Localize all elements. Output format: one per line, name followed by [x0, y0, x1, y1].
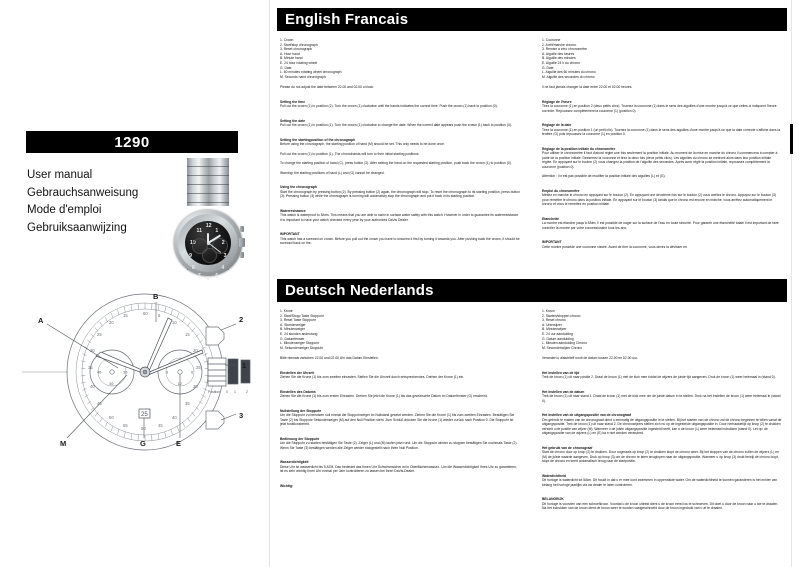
key-list-item: L. 60 minutes rotating wheel chronograph	[280, 70, 342, 75]
column-deutsch	[280, 309, 520, 521]
svg-text:0: 0	[226, 390, 228, 394]
key-list-item: B. Minute hand	[280, 56, 303, 61]
panel-header-label: Deutsch Nederlands	[285, 282, 434, 299]
svg-text:15: 15	[123, 313, 128, 318]
svg-text:25: 25	[97, 332, 102, 337]
key-list-item: E. 24 uur aanduiding	[542, 331, 573, 336]
watch-bezel	[178, 214, 238, 282]
svg-text:30: 30	[109, 381, 114, 386]
block-heading: Het instellen van de uitgangspositie van de chronograaf	[542, 413, 631, 418]
block-heading: Bedienung der Stoppuhr	[280, 436, 320, 441]
block-heading: Waterdichtheid	[542, 473, 567, 478]
block-heading: Using the chronograph	[280, 185, 317, 190]
key-list-item: B. Minutenzeiger	[280, 327, 306, 332]
svg-text:5: 5	[158, 313, 161, 318]
svg-text:2: 2	[246, 390, 248, 394]
key-list-item: M. Seconds hand chronograph	[280, 74, 326, 79]
key-list-item: L. Minuten aanduiding Chrono	[542, 341, 587, 346]
block-spacer	[280, 251, 520, 256]
block-paragraph: To change the starting position of hand (C), press button (2). After setting the hand on the requested starting position, push back the crown (1) to position (0).	[280, 161, 512, 166]
column-francais	[542, 38, 782, 259]
block-paragraph: Om gebruik te maken van de chronograaf dient u eenmalig de uitgangspositie in te stellen. Bij het starten van de chrono zal de chrono beginnen te tellen vanaf de uitgangspositie. Trek de kroon (1) uit naar stand 2. De chronowijzers stellen zich nu op de ingestelde uitgangspositie in. Door herhaaldelijk op knop (2) te drukken verstelt u de positie van wijzer (M). Wanneer u de juiste uitgangspositie ingesteld heeft, kan u de kroon (1) weer helemaal indrukken (stand 0). Let op: de uitgangspositie van de wijzers (L) en (E) ka n niet worden veranderd.	[542, 417, 782, 436]
watch-dial: 12 1 2 3 4 5 6 7 8 9 10 11	[185, 221, 231, 265]
block-heading: Einstellen der Uhrzeit	[280, 370, 315, 375]
block-heading: Wasserdichtigkeit	[280, 460, 309, 465]
panel-deutsch-nederlands	[272, 279, 792, 521]
block-heading: Het instellen van de datum	[542, 389, 585, 394]
svg-text:25: 25	[141, 412, 148, 418]
block-heading: Einstellen des Datums	[280, 389, 316, 394]
watch-photo	[156, 158, 260, 282]
svg-text:6: 6	[191, 369, 194, 375]
key-list-item: 1. Kroon	[542, 309, 555, 313]
svg-text:30: 30	[90, 348, 95, 353]
key-list-item: B. Minutenwijzer	[542, 327, 567, 332]
svg-text:50: 50	[109, 415, 114, 420]
cover-language-list	[27, 167, 177, 237]
key-list-item: 2. Start/Stopp Taste Stoppuhr	[280, 313, 324, 318]
block-paragraph: Start de chrono door op knop (2) te drukken. Door nogmaals op knop (2) te drukken stopt de chrono weer. Bij het stoppen van de chrono zullen de wijzers (L) en (M) de juiste waarde aangeven. Druk op knop (3) om de chrono te laten teruglopen naar de uitgangspositie. Wanneer u op knop (3) drukt terwijl de chrono loopt, stopt de chrono en keert automatisch terug naar de startpositie.	[542, 450, 779, 464]
key-list-item: A. Hour hand	[280, 51, 300, 56]
block-heading: Réglage de l'heure	[542, 99, 572, 104]
block-paragraph: Please do not adjust the date between 22.00 and 02.00 o'clock.	[280, 85, 374, 90]
block-heading: IMPORTANT	[280, 232, 300, 237]
panel-header-label: English Francais	[285, 11, 409, 28]
cover-language-en: User manual	[27, 169, 93, 181]
key-list-item: G. Date	[542, 65, 554, 70]
svg-text:A: A	[38, 316, 44, 325]
key-list-item: 3. Reset Taste Stoppuhr	[280, 318, 316, 323]
key-list-item: A. Urenwijzer	[542, 322, 562, 327]
key-list-item: A. Aiguille des heures	[542, 51, 575, 56]
block-heading: Het instellen van de tijd	[542, 370, 580, 375]
key-list-item: 3. Remise a zéro chronomètre	[542, 47, 587, 52]
key-list-item: 3. Reset chrono	[542, 318, 566, 323]
svg-text:3: 3	[239, 411, 244, 420]
svg-text:45: 45	[158, 423, 163, 428]
key-list-item: E. Aiguille 24 h du chrono	[542, 60, 580, 65]
block-paragraph: Il ne faut jamais changer la date entre 22.00 et 02.00 heures.	[542, 85, 633, 90]
block-paragraph: Mettez en marche le chrono en appuyant sur le bouton (2). En appuyant une deuxième fois sur le bouton (2) vous arrêtez le chrono. Appuyez sur le bouton (3) pour remettre le chrono dans la position initiale. En appuyant sur le bouton (3) tandis que le chrono est encore en marche, vous arrêtez automatiquement le chrono et vous le remettez en position initiale.	[542, 193, 777, 207]
key-list-item: G. Datumfenster	[280, 336, 305, 341]
key-list-item: 1. Crown	[280, 38, 294, 42]
block-heading: Het gebruik van de chronograaf	[542, 445, 593, 450]
svg-text:60: 60	[143, 311, 148, 316]
block-paragraph: Ziehen Sie die Krone (1) bis zum ersten Einrasten. Drehen Sie jetzt die Krone (1) bis das gewünschte Datum im Datumfenster (G) erscheint.	[280, 394, 488, 399]
key-list-item: 3. Reset chronograph	[280, 47, 313, 52]
model-title-banner	[26, 131, 238, 153]
block-heading: Waterresistance	[280, 208, 306, 213]
key-list-item: 1. Krone	[280, 309, 293, 313]
panel-english-francais	[272, 8, 792, 259]
block-heading: BELANGRIJK	[542, 497, 564, 502]
block-spacer	[542, 516, 782, 521]
block-paragraph: Warning: the starting positions of hand (L) and (G) cannot be changed.	[280, 170, 385, 175]
svg-text:35: 35	[185, 401, 190, 406]
text-blocks-deutsch	[280, 356, 520, 493]
crown-photo	[239, 238, 245, 247]
text-blocks-francais	[542, 85, 782, 259]
key-list-item: M. Secondenwijzer Chrono	[542, 345, 583, 350]
block-paragraph: This watch is waterproof to 5Atm. This means that you are able to swim in surface water safely with this watch. However in order to guarantee its waterresistance it is important to have your watch checked every year by your authorized DaVis Dealer.	[280, 213, 519, 222]
key-list-item: 2. Start/stop chronograph	[280, 42, 318, 47]
movement-diagram	[22, 272, 268, 504]
dial-center-pip	[207, 242, 210, 245]
block-paragraph: Cette montre possède une couronne vissée. Avant de tirer la couronne, vous devez la dévisser en	[542, 244, 687, 249]
block-paragraph: La montre est étanche jusqu'à 5Atm. Il est possible de nager sur la surface de l'eau en toute sécurité. Pour garantir une étanchéité totale il est important de faire contrôler la montre par votre concessionaire tous les ans.	[542, 221, 779, 230]
block-paragraph: Pull out the crown (1) to position (1). The chronohands will turn to their initial starting positions.	[280, 151, 420, 156]
svg-text:20: 20	[109, 320, 114, 325]
svg-text:B: B	[153, 292, 159, 301]
key-list-item: M. Aiguille des secondes du chrono	[542, 74, 595, 79]
key-list-item: E. 24 stunden andeutung	[280, 331, 318, 336]
block-paragraph: Pour utiliser le chronomètre il faut d'abord régler une fois seulement la position initiale. Au moment de la mise en marche du chrono il commencera à compter à partir de la position initiale. Desserrez la couronne et tirez la deux fois (deux petits clics). Les aiguilles du chrono se mettront alors dans leur position initiale réglée. En appuyant sur le bouton (2) vous changez la position de l'aiguille des secondes. Après avoir réglé la position initiale, repoussez complètement la couronne (position 0).	[542, 151, 778, 169]
svg-text:35: 35	[88, 365, 93, 370]
block-heading: Setting the date	[280, 118, 306, 123]
fold-line-left	[269, 0, 270, 567]
key-list-item: L. Aiguille des 60 minutes du chrono	[542, 70, 596, 75]
block-paragraph: Dit horloge is waterdicht tot 5Atm. Dit houdt in dat u er mee kunt zwemmen in oppervlakte water. Om de waterdichtheid te kunnen garanderen is het echter van belang het horloge jaarlijks via uw dealer te laten controleren.	[542, 478, 778, 487]
svg-text:45: 45	[97, 369, 102, 375]
key-list-deutsch	[280, 309, 520, 350]
svg-text:15: 15	[123, 369, 128, 375]
pusher-photo-bottom	[240, 252, 244, 258]
key-list-item: E. 24 hour rotating wheel	[280, 60, 318, 65]
block-paragraph: Before using the chronograph, the starting position of hand (M) should be set. This only needs to be done once.	[280, 142, 445, 147]
block-spacer	[280, 488, 520, 493]
block-heading: Etancheité	[542, 216, 559, 221]
svg-text:50: 50	[141, 426, 146, 431]
block-paragraph: Tirez la couronne (1) en position 2 (deux petits clics). Tournez la couronne (1) dans le sens des aiguilles d'une montre jusqu'à ce que celles-ci indiquent l'heure correcte. Repoussez complètement la couronne (1) (position 0).	[542, 104, 777, 113]
svg-text:9: 9	[166, 369, 169, 375]
block-paragraph: Dit horloge is voorzien van een schroefkroon. Voordat u de kroon uittrekt dient u de kroon eerst los te schroeven. Dit doet u door de kroon naar u toe te draaien. Na het indrukken van de kroon dient de kroon weer te worden vastgeschroefd door de kroon ingedrukt van u af te draaien.	[542, 501, 779, 511]
key-list-item: G. Date	[280, 65, 292, 70]
cover-panel	[0, 0, 268, 567]
block-paragraph: Tirez la couronne (1) en position 1 (un petit clic). Tournez la couronne (1) dans le sens des aiguilles d'une montre jusqu'à ce que la date correcte s'affiche dans la fenêtre (G) puis repoussez la couronne (1) en position 0.	[542, 127, 781, 137]
svg-text:20: 20	[193, 348, 198, 353]
cover-language-fr: Mode d'emploi	[27, 204, 102, 216]
block-paragraph: Diese Uhr ist wasserdicht bis 5 ATM. Das bedeutet das Ihnen Uhr Schwimmsicher ist in Oberflächenwasser.. Um die Wasserdichtigkeit Ihres Uhr zu garantieren, ist es sehr wichtig Ihren Uhr einmal per Jahr kontrollieren zu lassen bei Ihren DaVis-Dealer.	[280, 464, 517, 474]
key-list-item: B. Aiguille des minutes	[542, 56, 576, 61]
block-paragraph: Trek de kroon (1) uit naar positie 2. Draai de kroon (1) met de klok mee totdat de wijzers de juiste tijd aangeven. Druk de kroon (1) weer helemaal in (stand 0).	[542, 375, 776, 380]
block-paragraph: Ziehen Sie die Krone (1) bis zum zweiten einrasten. Stellen Sie die Uhrzeit durch entsprechendes. Drehen der Krone (1) ein.	[280, 375, 465, 380]
svg-text:2: 2	[239, 315, 244, 324]
panel-header-deutsch-nederlands	[277, 279, 787, 302]
key-list-english	[280, 38, 520, 79]
key-list-item: G. Datum aanduiding	[542, 336, 574, 341]
key-list-nederlands	[542, 309, 782, 350]
block-paragraph: Verandert u alstublieft nooit de datum tussen 22.00 en 02.00 uur.	[542, 356, 638, 361]
cover-language-nl: Gebruiksaanwijzing	[27, 221, 127, 234]
svg-text:10: 10	[172, 320, 177, 325]
cover-language-de: Gebrauchsanweisung	[27, 186, 139, 199]
block-heading: Setting the time	[280, 99, 306, 104]
panel-header-english-francais	[277, 8, 787, 31]
key-list-item: A. Stundenzeiger	[280, 322, 306, 327]
svg-text:M: M	[60, 439, 67, 448]
bracelet-top	[187, 158, 229, 206]
block-paragraph: Trek de kroon (1) uit naar stand 1. Draai de kroon (1) met de klok mee om de juiste datum in te stellen. Druk na het instellen de kroon (1) weer helemaal in (stand 0).	[542, 394, 781, 403]
block-paragraph: Um die Stoppuhr zu benutzen soll einmal die Stoppuhrzeiger im Nullstand gesetzt werden. Ziehen Sie die Krone (1) bis zum zweiten Einrasten. Bestätigen Sie Taste (2) bis Stoppuhr Sekundenzeiger (M) auf den Null Position steht. Zum Schluß drücken Sie die Krone (1) wieder zurück nach Position 0. Die Stoppuhr ist jetzt funktionsbereit.	[280, 413, 515, 427]
column-english	[280, 38, 520, 259]
block-heading: Wichtig:	[280, 483, 294, 488]
key-list-item: 2. Arrêt/marche chrono.	[542, 42, 577, 47]
svg-text:55: 55	[123, 423, 128, 428]
block-heading: Setting the startingposition of the chronograph	[280, 137, 356, 142]
block-paragraph: Um die Stoppuhr zu starten bestätigen Sie Taste (2). Zeiger (L) und (M) laufen jetzt rund. Um die Stoppuhr wieder zu stoppen bestätigen Sie nochmals Taste (2). Wenn Sie Taste (3) bestätigen werden alle Zeiger wieder rückgestellt nach ihren Null Position.	[280, 441, 518, 450]
block-paragraph: Attention : il n'est pas possible de modifier la position initiale des aiguilles (L) et (G).	[542, 174, 666, 179]
svg-text:15: 15	[185, 332, 190, 337]
block-paragraph: Pull out the crown (1) in position (1). Turn the crown (1) clockwise to change the date. When the correct date appears push the crown (1) back to position (0).	[280, 123, 512, 128]
subdial-bottom	[202, 248, 217, 263]
svg-text:25: 25	[196, 365, 201, 370]
svg-text:45: 45	[97, 401, 102, 406]
watch-case	[174, 210, 242, 282]
svg-text:1: 1	[242, 361, 247, 370]
block-paragraph: Pull out the crown (1) in position (2). Turn the crown (1) clockwise until the hands indicates the correct time. Push the crown (1) back to position (0).	[280, 104, 498, 109]
key-list-item: 1. Couronne	[542, 38, 561, 42]
text-blocks-english	[280, 85, 520, 256]
column-nederlands	[542, 309, 782, 521]
block-heading: Réglage de la position initiale du chronomètre	[542, 146, 616, 151]
block-heading: Nullstellung der Stoppuhr	[280, 408, 322, 413]
svg-text:12: 12	[177, 381, 182, 386]
key-list-item: L. Minutenzeiger Stoppuhr	[280, 341, 320, 346]
key-list-francais	[542, 38, 782, 79]
svg-text:1: 1	[234, 390, 236, 394]
svg-text:40: 40	[90, 384, 95, 389]
svg-text:Position: Position	[208, 390, 221, 394]
block-heading: Réglage de la date	[542, 123, 572, 128]
block-heading: IMPORTANT	[542, 240, 562, 245]
block-paragraph: This watch has a screwed on crown. Before you pull out the crown you have to unscrew it first by turning it towards you. After pushing back the crown, it should be screwed back on the-	[280, 236, 520, 246]
svg-text:G: G	[140, 439, 146, 448]
pusher-photo-top	[240, 226, 244, 232]
key-list-item: 2. Starten/stoppen chrono	[542, 313, 581, 318]
model-number: 1290	[114, 133, 150, 151]
svg-text:30: 30	[193, 384, 198, 389]
svg-text:E: E	[176, 439, 182, 448]
key-list-item: M. Sekundenzeiger Stoppuhr	[280, 345, 324, 350]
text-blocks-nederlands	[542, 356, 782, 521]
block-paragraph: Bitte niemals zwischen 22.00 und 02.00 Uhr das Datum Einstellen.	[280, 356, 379, 361]
block-paragraph: Start the chronograph by pressing button (2). By pressing button (2) again, the chronograph will stop. To reset the chronograph to its starting position, press button (3). Pressing button (3) while the chronograph is running will automaticly stop the chronograph and put it back in its starting position.	[280, 189, 520, 199]
block-heading: Emploi du chronomètre	[542, 188, 580, 193]
svg-text:40: 40	[172, 415, 177, 420]
block-spacer	[542, 254, 782, 259]
